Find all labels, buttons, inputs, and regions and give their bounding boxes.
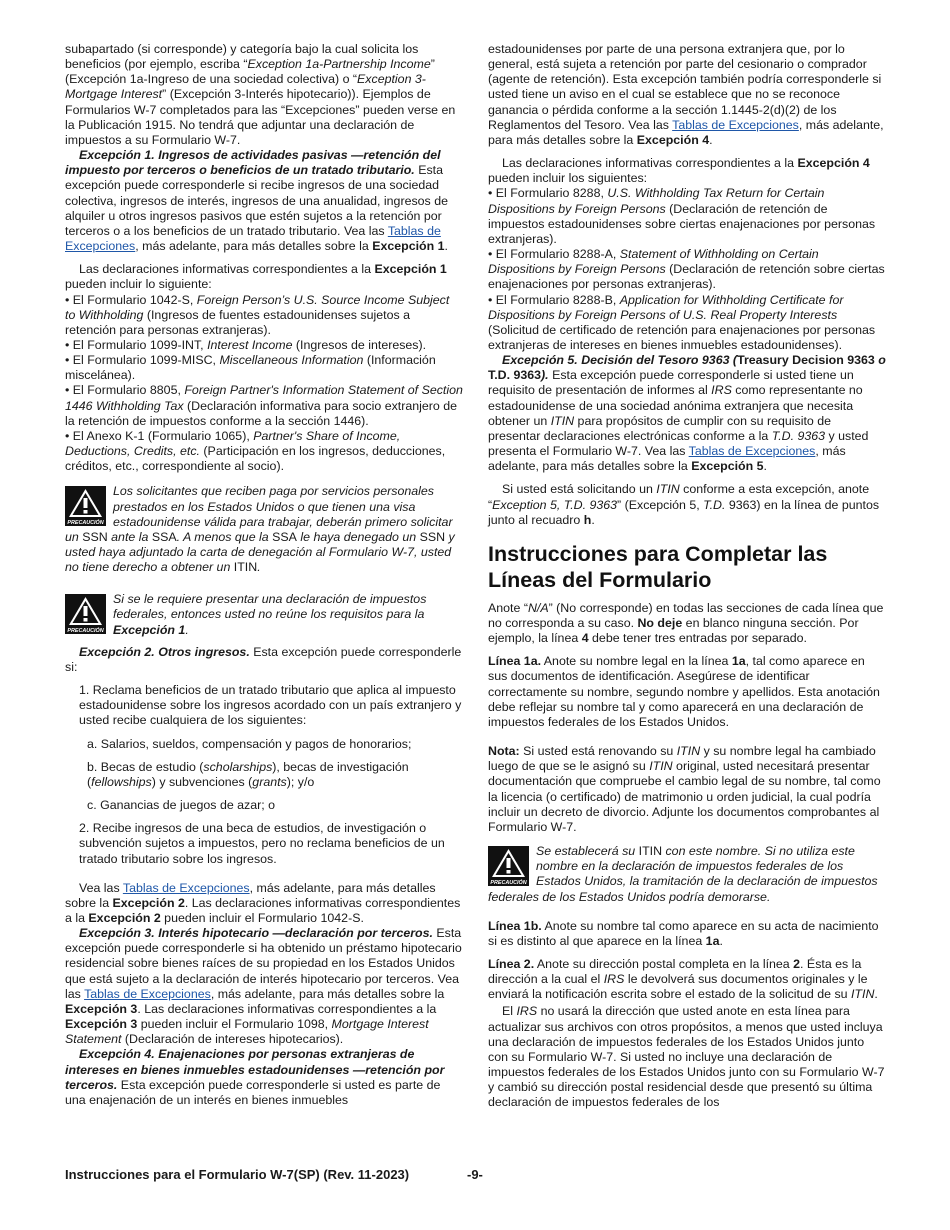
tablas-link[interactable]: Tablas de Excepciones	[688, 444, 816, 459]
page-number: -9-	[467, 1167, 483, 1182]
right-column	[488, 42, 886, 1111]
list-item: b. Becas de estudio (scholarships), becas de investigación (fellowships) y subvenciones (grants); y/o	[87, 759, 409, 789]
list-item: • El Formulario 8288-B, Application for Withholding Certificate for Dispositions by Foreign Persons of U.S. Real Property Interests (Solicitud de certificado de retención para enajenaciones por personas extranjeras de intereses en bienes inmuebles estadounidenses).	[488, 292, 876, 352]
caution-icon	[65, 594, 106, 634]
exception-5-paragraph: Excepción 5. Decisión del Tesoro 9363 (Treasury Decision 9363 o T.D. 9363). Esta excepción puede corresponderle si usted tiene un requisito de presentación de informes al IRS como representante no estadounidense de una sociedad anónima extranjera que necesita obtener un ITIN para propósitos de cumplir con su requisito de presentar declaraciones electrónicas conforme a la T.D. 9363 y usted presenta el Formulario W-7. Vea las Tablas de Excepciones, más adelante, para más detalles sobre la Excepción 5.	[488, 353, 886, 474]
list-item: • El Formulario 1099-INT, Interest Income (Ingresos de intereses).	[65, 337, 427, 352]
exception-1-paragraph: Excepción 1. Ingresos de actividades pasivas —retención del impuesto por terceros o beneficios de un tratado tributario. Esta excepción puede corresponderle si recibe ingresos de una sociedad colectiva, ingresos de interés, ingresos de una anualidad, ingresos de alquiler u otros ingresos pasivos que estén sujetos a la retención por terceros o a los beneficios de un tratado tributario. Vea las Tablas de Excepciones, más adelante, para más detalles sobre la Excepción 1.	[65, 148, 448, 254]
list-item: 2. Recibe ingresos de una beca de estudios, de investigación o subvención sujetos a impuestos, pero no reclama beneficios de un tratado tributario sobre los ingresos.	[79, 821, 445, 866]
list-item: 1. Reclama beneficios de un tratado tributario que aplica al impuesto estadounidense sobre los ingresos acordado con un país extranjero y usted recibe cualquiera de los siguientes:	[79, 683, 462, 728]
caution-label: PRECAUCIÓN	[490, 880, 527, 887]
tablas-link[interactable]: Tablas de Excepciones	[84, 986, 211, 1001]
tablas-link[interactable]: Tablas de Excepciones	[672, 117, 799, 132]
footer-title: Instrucciones para el Formulario W-7(SP) (Rev. 11-2023)	[65, 1167, 410, 1182]
list-item: • El Formulario 1042-S, Foreign Person’s U.S. Source Income Subject to Withholding (Ingresos de fuentes estadounidenses sujetos a retención para personas extranjeras).	[65, 292, 450, 337]
line-1a-paragraph: Línea 1a. Anote su nombre legal en la línea 1a, tal como aparece en sus documentos de identificación. Asegúrese de identificar correctamente su nombre, segundo nombre y apellidos. Esta anotación debe reflejar su nombre tal y como aparecerá en una declaración de impuestos federales de los Estados Unidos.	[488, 654, 880, 729]
list-item: • El Formulario 8288-A, Statement of Withholding on Certain Dispositions by Foreign Persons (Declaración de retención sobre ciertas enajenaciones por personas extranjeras).	[488, 247, 885, 292]
caution-icon	[65, 486, 106, 526]
list-item: • El Formulario 1099-MISC, Miscellaneous Information (Información miscelánea).	[65, 353, 436, 383]
caution-icon	[488, 846, 529, 886]
exception-4-paragraph: Excepción 4. Enajenaciones por personas extranjeras de intereses en bienes inmuebles estadounidenses —retención por terceros. Esta excepción puede corresponderle si usted es parte de una enajenación de un interés en bienes inmuebles	[65, 1047, 445, 1107]
line-1b-paragraph: Línea 1b. Anote su nombre tal como aparece en su acta de nacimiento si es distinto al que aparece en la línea 1a.	[488, 918, 879, 948]
caution-note: PRECAUCIÓN Se establecerá su ITIN con este nombre. Si no utiliza este nombre en la declaración de impuestos federales de los Estados Unidos, la tramitación de la declaración de impuestos federales de los Estados Unidos podría demorarse.	[488, 844, 878, 904]
anote-paragraph: Anote “N/A” (No corresponde) en todas las secciones de cada línea que no corresponda a su caso. No deje en blanco ninguna sección. Por ejemplo, la línea 4 debe tener tres entradas por separado.	[488, 600, 884, 646]
tablas-link[interactable]: Tablas de Excepciones	[122, 880, 250, 895]
list-item: • El Formulario 8288, U.S. Withholding Tax Return for Certain Dispositions by Foreign Persons (Declaración de retención de impuestos estadounidenses sobre ciertas enajenaciones por personas extranjeras).	[488, 186, 876, 246]
list-item: • El Formulario 8805, Foreign Partner's Information Statement of Section 1446 Withholding Tax (Declaración informativa para socio extranjero de la retención de impuestos conforme a la sección 1446).	[65, 383, 463, 428]
tablas-link[interactable]: Tablas de Excepciones	[65, 223, 441, 254]
section-heading: Instrucciones para Completar las Líneas del Formulario	[488, 541, 828, 592]
nota-paragraph: Nota: Si usted está renovando su ITIN y su nombre legal ha cambiado luego de que se le asignó su ITIN original, usted necesitará presentar documentación que compruebe el cambio legal de su nombre, tal como la licencia (o certificado) de matrimonio u orden judicial, la cual podría incluir un decreto de divorcio. Adjunte los documentos comprobantes al Formulario W-7.	[488, 744, 881, 834]
caution-note: PRECAUCIÓN Si se le requiere presentar una declaración de impuestos federales, entonces usted no reúne los requisitos para la Excepción 1.	[65, 592, 463, 637]
list-item: a. Salarios, sueldos, compensación y pagos de honorarios;	[87, 736, 412, 751]
exception-3-paragraph: Excepción 3. Interés hipotecario —declaración por terceros. Esta excepción puede corresponderle si ha obtenido un préstamo hipotecario residencial sobre bienes raíces de su propiedad en los Estados Unidos que está sujeto a la declaración de interés hipotecario por terceros. Vea las Tablas de Excepciones, más adelante, para más detalles sobre la Excepción 3. Las declaraciones informativas correspondientes a la Excepción 3 pueden incluir el Formulario 1098, Mortgage Interest Statement (Declaración de intereses hipotecarios).	[65, 926, 462, 1047]
exception-2-see: Vea las Tablas de Excepciones, más adelante, para más detalles sobre la Excepción 2. Las declaraciones informativas correspondientes a la Excepción 2 pueden incluir el Formulario 1042-S.	[65, 880, 461, 925]
list-item: • El Anexo K-1 (Formulario 1065), Partner's Share of Income, Deductions, Credits, etc. (Participación en los ingresos, deducciones, créditos, etc., correspondiente al socio).	[65, 428, 446, 474]
exception-2-paragraph: Excepción 2. Otros ingresos. Esta excepción puede corresponderle si:	[65, 644, 462, 674]
list-item: c. Ganancias de juegos de azar; o	[87, 798, 276, 813]
caution-label: PRECAUCIÓN	[67, 628, 104, 635]
exception-5-note: Si usted está solicitando un ITIN conforme a esta excepción, anote “Exception 5, T.D. 9363” (Excepción 5, T.D. 9363) en la línea de puntos junto al recuadro h.	[488, 482, 880, 527]
exception-1-declarations: Las declaraciones informativas correspondientes a la Excepción 1 pueden incluir lo siguiente:	[65, 262, 447, 292]
left-column	[65, 42, 463, 1108]
caution-note: PRECAUCIÓN Los solicitantes que reciben paga por servicios personales prestados en los Estados Unidos o que tienen una visa estadounidense válida para trabajar, deberán primero solicitar un SSN ante la SSA. A menos que la SSA le haya denegado un SSN y usted haya adjuntado la carta de denegación al Formulario W-7, usted no tiene derecho a obtener un ITIN.	[65, 484, 455, 575]
caution-label: PRECAUCIÓN	[67, 520, 104, 527]
line-2-paragraph: Línea 2. Anote su dirección postal completa en la línea 2. Ésta es la dirección a la cual el IRS le devolverá sus documentos originales y le enviará la notificación escrita sobre el estado de la solicitud de su ITIN.	[488, 956, 878, 1002]
intro-paragraph: subapartado (si corresponde) y categoría bajo la cual solicita los beneficios (por ejemplo, escriba “Exception 1a-Partnership Income” (Excepción 1a-Ingreso de una sociedad colectiva) o “Exception 3-Mortgage Interest” (Excepción 3-Interés hipotecario)). Ejemplos de Formularios W-7 completados para las “Excepciones” pueden verse en la Publicación 1915. No tendrá que adjuntar una declaración de impuestos a su Formulario W-7.	[65, 42, 456, 147]
exception-4-declarations: Las declaraciones informativas correspondientes a la Excepción 4 pueden incluir los siguientes:	[488, 156, 870, 186]
irs-address-paragraph: El IRS no usará la dirección que usted anote en esta línea para actualizar sus archivos con otros propósitos, a menos que usted incluya una declaración de impuestos federales de los Estados Unidos junto con su Formulario W-7. Si usted no incluye una declaración de impuestos federales de los Estados Unidos junto con su Formulario W-7 y cambió su dirección postal residencial desde que presentó su última declaración de impuestos federales de los	[488, 1004, 885, 1110]
exception-4-continued: estadounidenses por parte de una persona extranjera que, por lo general, está sujeta a retención por parte del cesionario o comprador (agente de retención). Esta excepción también podría corresponderle si usted tiene un aviso en el cual se establece que no se reconoce ganancia o pérdida conforme a la sección 1.1445-2(d)(2) de los Reglamentos del Tesoro. Vea las Tablas de Excepciones, más adelante, para más detalles sobre la Excepción 4.	[488, 42, 884, 147]
